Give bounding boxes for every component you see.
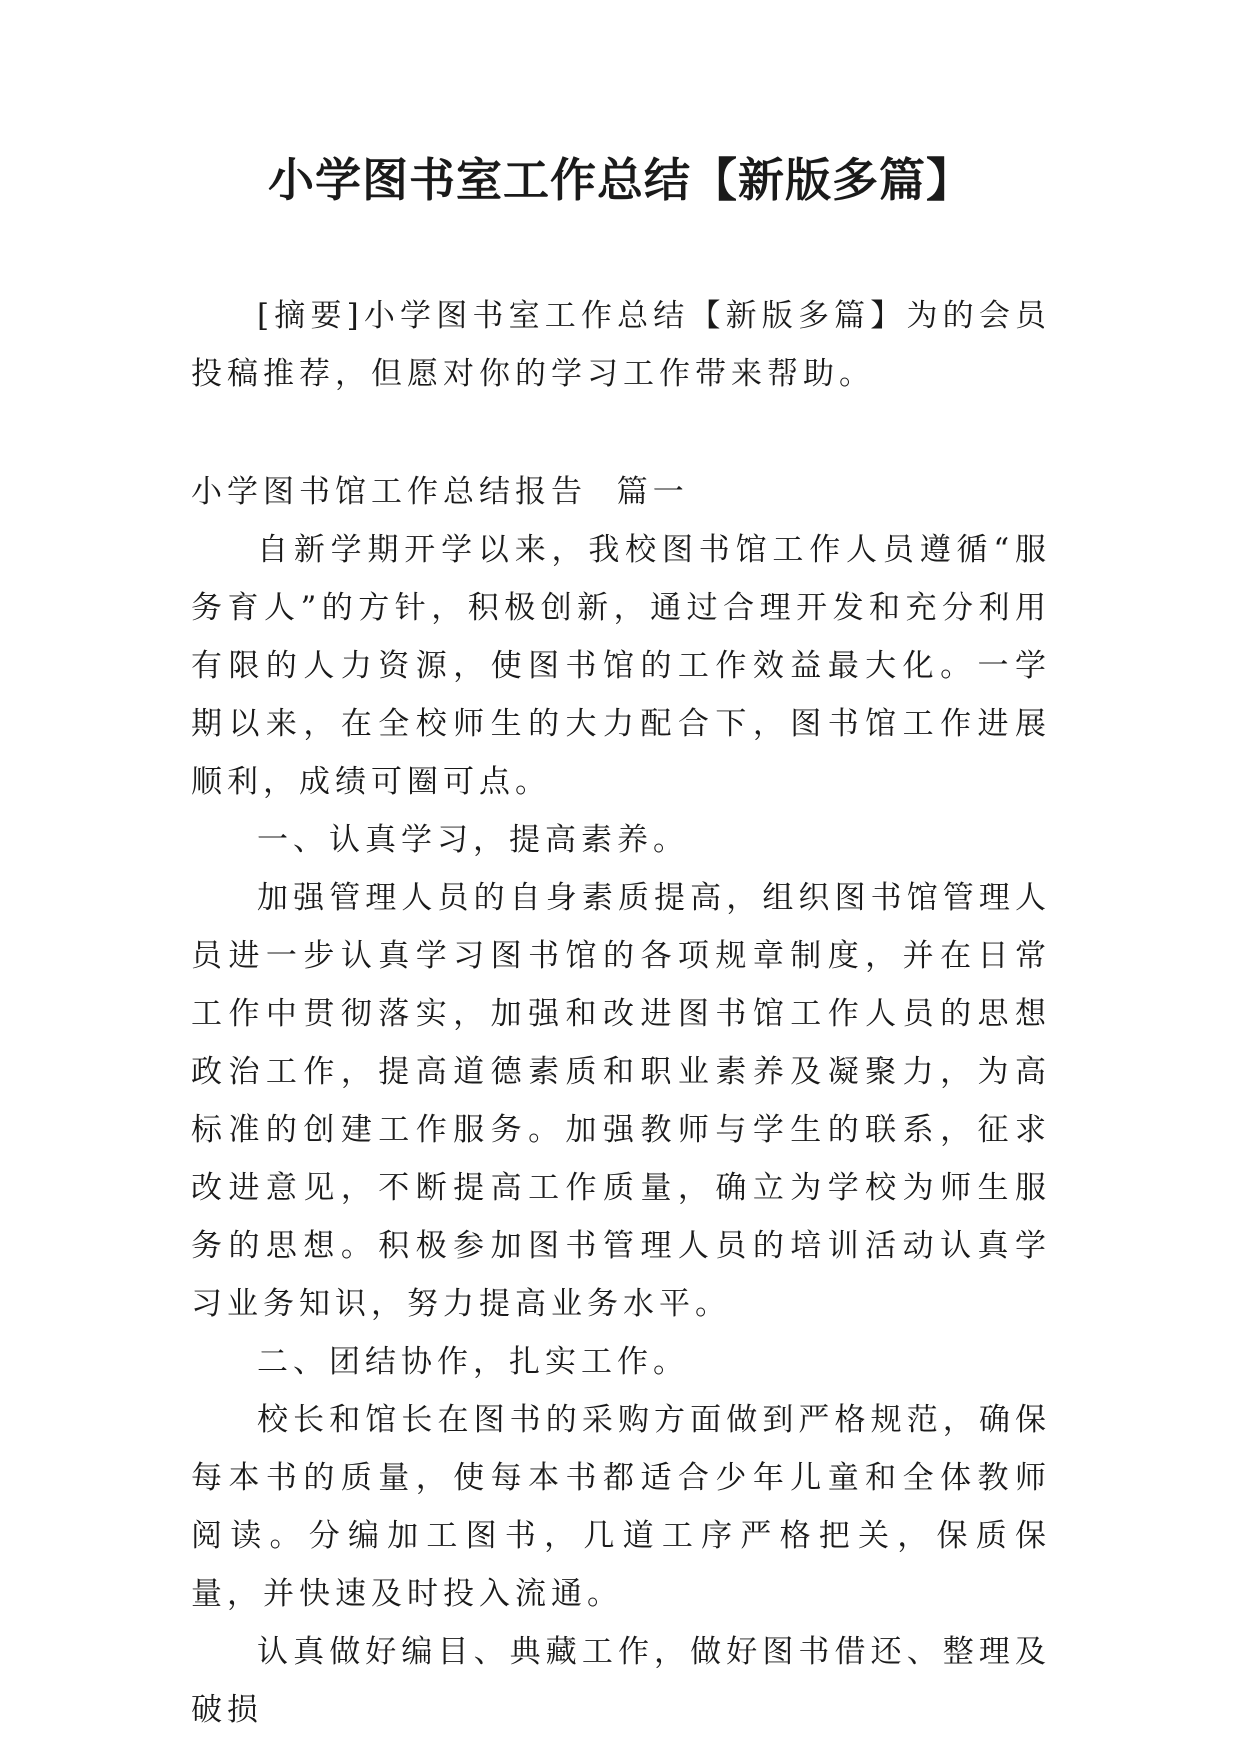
paragraph-cataloging: 认真做好编目、典藏工作，做好图书借还、整理及破损 — [191, 1634, 1051, 1728]
paragraph-intro: 自新学期开学以来，我校图书馆工作人员遵循“服务育人”的方针，积极创新，通过合理开发和充分利用有限的人力资源，使图书馆的工作效益最大化。一学期以来，在全校师生的大力配合下，图书馆工作进展顺利，成绩可圈可点。 — [191, 532, 1051, 800]
section-heading: 小学图书馆工作总结报告 篇一 — [191, 474, 689, 510]
subheading-teamwork: 二、团结协作，扎实工作。 — [257, 1344, 689, 1380]
paragraph-study: 加强管理人员的自身素质提高，组织图书馆管理人员进一步认真学习图书馆的各项规章制度，并在日常工作中贯彻落实，加强和改进图书馆工作人员的思想政治工作，提高道德素质和职业素养及凝聚力，为高标准的创建工作服务。加强教师与学生的联系，征求改进意见，不断提高工作质量，确立为学校为师生服务的思想。积极参加图书管理人员的培训活动认真学习业务知识，努力提高业务水平。 — [191, 880, 1051, 1322]
document-title: 小学图书室工作总结【新版多篇】 — [268, 153, 973, 207]
paragraph-purchasing: 校长和馆长在图书的采购方面做到严格规范，确保每本书的质量，使每本书都适合少年儿童和全体教师阅读。分编加工图书，几道工序严格把关，保质保量，并快速及时投入流通。 — [191, 1402, 1051, 1612]
abstract — [191, 287, 1051, 403]
subheading-study: 一、认真学习，提高素养。 — [257, 822, 689, 858]
abstract-text: [摘要]小学图书室工作总结【新版多篇】为的会员投稿推荐，但愿对你的学习工作带来帮助。 — [191, 298, 1051, 392]
section-one — [191, 463, 1051, 1739]
